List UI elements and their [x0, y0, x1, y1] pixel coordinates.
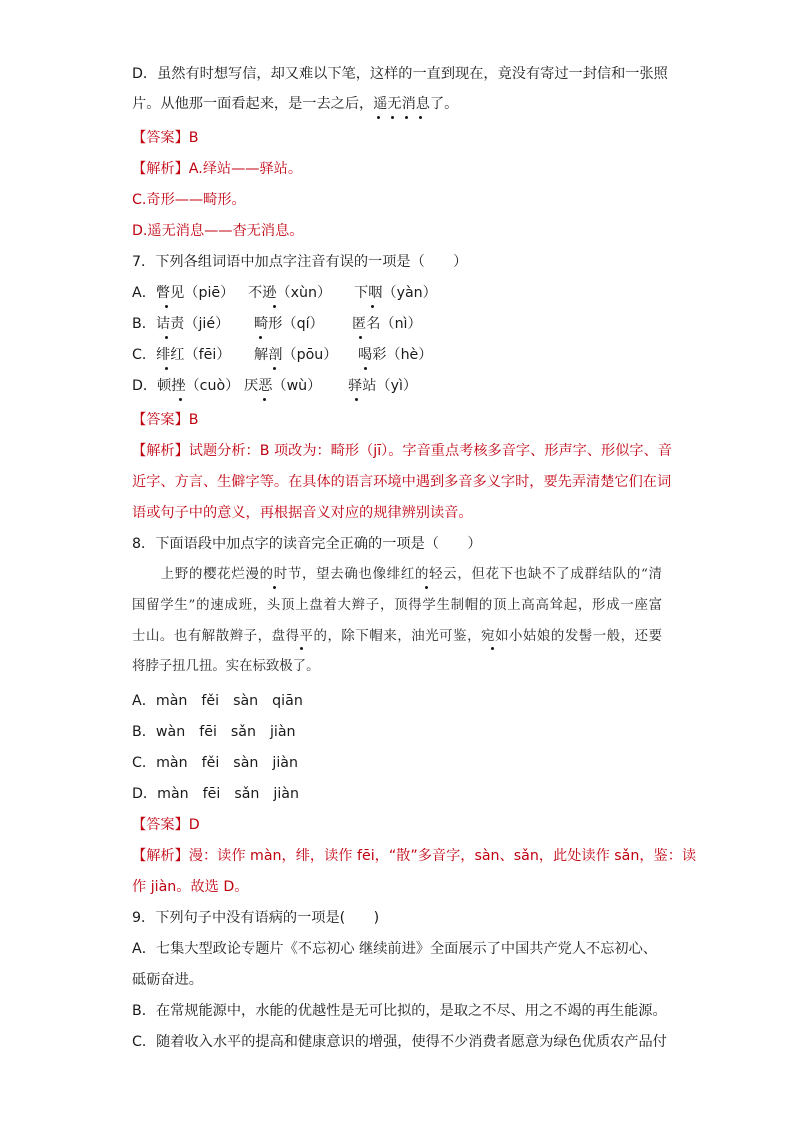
- emphasis-dot: [371, 305, 374, 308]
- answer-value: B: [188, 130, 199, 146]
- q7-a-item-2: 不逊（xùn）: [248, 285, 332, 301]
- analysis-line-8a: [132, 846, 696, 866]
- pinyin: sǎn: [234, 786, 260, 802]
- pinyin: fēi: [202, 786, 221, 802]
- passage-line: [132, 591, 662, 622]
- emphasis-dot: [419, 116, 422, 119]
- emphasis-dot: [359, 336, 362, 339]
- emphasis-dot: [165, 305, 168, 308]
- q7-b-item-1: B．诘责（jié）: [132, 316, 230, 332]
- q7-a-item-1: A．瞥见（piē）: [132, 285, 235, 301]
- answer-bracket: 【答案】: [132, 130, 189, 146]
- answer-line-6: [132, 128, 199, 148]
- option-label: C．: [132, 755, 157, 771]
- emphasis-dot: [273, 367, 276, 370]
- analysis-text: 试题分析：B 项改为：畸形（jī）。字音重点考核多音字、形声字、形似字、音: [188, 443, 672, 459]
- emphasis-dot: [273, 586, 276, 589]
- q7-a-item-3: 下咽（yàn）: [354, 285, 437, 301]
- pinyin: sǎn: [230, 724, 256, 740]
- passage-text: 士山。也有解散辫子，盘得平的，除下帽来，油光可鉴，宛如小姑娘的发髻一般，还要: [132, 628, 662, 644]
- analysis-bracket: 【解析】: [132, 443, 189, 459]
- question-8-stem: 8．下面语段中加点字的读音完全正确的一项是（ ）: [132, 536, 482, 552]
- passage-line: [132, 560, 662, 591]
- emphasis-dot: [273, 305, 276, 308]
- pinyin: sàn: [233, 755, 259, 771]
- option-label: A．: [132, 693, 156, 709]
- analysis-bracket: 【解析】: [132, 848, 189, 864]
- analysis-line-d: D.遥无消息——杳无消息。: [132, 223, 304, 239]
- q8-option-c: [132, 753, 298, 773]
- emphasis-dot: [259, 336, 262, 339]
- answer-line-8: [132, 815, 200, 835]
- passage-text: 国留学生”的速成班，头顶上盘着大辫子，顶得学生制帽的顶上高高耸起，形成一座富: [132, 597, 662, 613]
- option-label: D．: [132, 786, 158, 802]
- analysis-line-6: [132, 159, 302, 179]
- emphasis-dot: [364, 367, 367, 370]
- q7-c-item-1: C．绯红（fēi）: [132, 347, 231, 363]
- emphasis-dot: [263, 398, 266, 401]
- question-7-stem: 7．下列各组词语中加点字注音有误的一项是（ ）: [132, 254, 468, 270]
- emphasis-dot: [391, 116, 394, 119]
- analysis-text: 漫：读作 màn，绯，读作 fēi，“散”多音字，sàn、sǎn，此处读作 sǎn，鉴：读: [188, 848, 697, 864]
- option-d-line-1: D．虽然有时想写信，却又难以下笔，这样的一直到现在，竟没有寄过一封信和一张照: [132, 66, 668, 82]
- q7-d-item-2: 厌恶（wù）: [244, 378, 322, 394]
- answer-line-7: [132, 410, 199, 430]
- q7-d-item-3: 驿站（yì）: [348, 378, 418, 394]
- pinyin: jiàn: [272, 755, 298, 771]
- analysis-line-7b: 近字、方言、生僻字等。在具体的语言环境中遇到多音多义字时，要先弄清楚它们在词: [132, 474, 672, 490]
- analysis-bracket: 【解析】: [132, 161, 189, 177]
- analysis-text: A.绎站——驿站。: [188, 161, 303, 177]
- q9-option-b: B．在常规能源中，水能的优越性是无可比拟的，是取之不尽、用之不竭的再生能源。: [132, 1003, 667, 1019]
- q9-option-a-line-1: A．七集大型政论专题片《不忘初心 继续前进》全面展示了中国共产党人不忘初心、: [132, 941, 657, 957]
- passage-text: 上野的樱花烂漫的时节，望去确也像绯红的轻云，但花下也缺不了成群结队的“清: [160, 567, 662, 582]
- answer-bracket: 【答案】: [132, 412, 189, 428]
- pinyin: jiàn: [273, 786, 299, 802]
- passage-line: [132, 652, 662, 683]
- emphasis-dot: [300, 647, 303, 650]
- pinyin: màn: [157, 786, 189, 802]
- q8-option-a: [132, 691, 303, 711]
- answer-value: B: [188, 412, 199, 428]
- emphasis-dot: [355, 398, 358, 401]
- emphasis-dot: [377, 116, 380, 119]
- q9-option-c: C．随着收入水平的提高和健康意识的增强，使得不少消费者愿意为绿色优质农产品付: [132, 1034, 667, 1050]
- pinyin: fēi: [199, 724, 217, 740]
- q9-option-a-line-2: 砥砺奋进。: [132, 972, 203, 988]
- question-9-stem: 9．下列句子中没有语病的一项是( ): [132, 910, 380, 926]
- q8-passage: [132, 560, 662, 683]
- pinyin: fěi: [201, 693, 220, 709]
- emphasis-dot: [179, 398, 182, 401]
- q7-b-item-2: 畸形（qí）: [254, 316, 324, 332]
- pinyin: qiān: [272, 693, 303, 709]
- emphasis-dot: [165, 336, 168, 339]
- option-d-line-2: 片。从他那一面看起来，是一去之后，遥无消息了。: [132, 96, 459, 112]
- emphasis-dot: [165, 367, 168, 370]
- pinyin: màn: [156, 755, 188, 771]
- analysis-line-c: C.奇形——畸形。: [132, 192, 246, 208]
- q7-d-item-1: D．顿挫（cuò）: [132, 378, 240, 394]
- q8-option-b: [132, 722, 296, 742]
- q7-c-item-2: 解剖（pōu）: [254, 347, 338, 363]
- q7-c-item-3: 喝彩（hè）: [358, 347, 433, 363]
- q7-b-item-3: 匿名（nì）: [352, 316, 422, 332]
- analysis-line-7a: [132, 441, 672, 461]
- pinyin: sàn: [233, 693, 259, 709]
- pinyin: jiàn: [269, 724, 296, 740]
- pinyin: fěi: [201, 755, 220, 771]
- pinyin: màn: [155, 693, 188, 709]
- emphasis-dot: [405, 116, 408, 119]
- q8-option-d: [132, 784, 299, 804]
- analysis-line-8b: 作 jiàn。故选 D。: [132, 879, 249, 895]
- analysis-line-7c: 语或句子中的意义，再根据音义对应的规律辨别读音。: [132, 505, 473, 521]
- passage-text: 将脖子扭几扭。实在标致极了。: [132, 659, 320, 675]
- emphasis-dot: [425, 586, 428, 589]
- passage-line: [132, 622, 662, 653]
- answer-bracket: 【答案】: [132, 817, 189, 833]
- pinyin: wàn: [155, 724, 186, 740]
- option-label: B．: [132, 724, 156, 740]
- answer-value: D: [188, 817, 200, 833]
- emphasis-dot: [491, 647, 494, 650]
